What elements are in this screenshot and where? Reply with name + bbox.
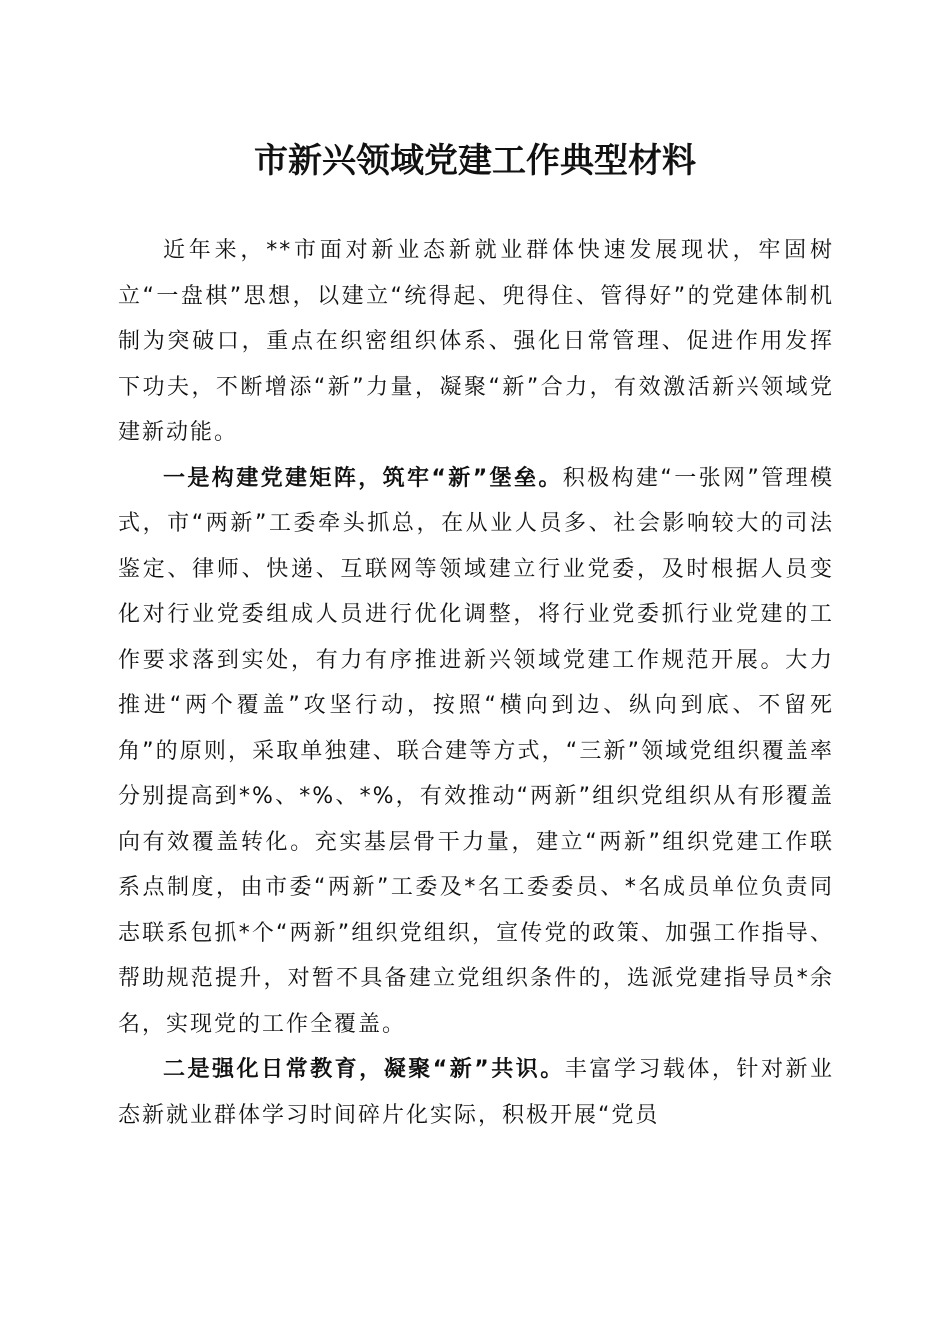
document-body <box>118 228 834 1138</box>
paragraph-lead: 一是构建党建矩阵，筑牢“新”堡垒。 <box>163 465 563 491</box>
paragraph-intro <box>118 228 834 456</box>
paragraph-text: 近年来，**市面对新业态新就业群体快速发展现状，牢固树立“一盘棋”思想，以建立“统得起、兜得住、管得好”的党建体制机制为突破口，重点在织密组织体系、强化日常管理、促进作用发挥下功夫，不断增添“新”力量，凝聚“新”合力，有效激活新兴领域党建新动能。 <box>118 238 834 445</box>
paragraph-section-one <box>118 456 834 1048</box>
paragraph-text: 丰富学习载体，针对新业态新就业群体学习时间碎片化实际，积极开展“党员 <box>118 1057 834 1128</box>
document-title: 市新兴领域党建工作典型材料 <box>254 141 696 181</box>
paragraph-section-two <box>118 1047 834 1138</box>
paragraph-lead: 二是强化日常教育，凝聚“新”共识。 <box>163 1057 565 1082</box>
paragraph-text: 积极构建“一张网”管理模式，市“两新”工委牵头抓总，在从业人员多、社会影响较大的司法鉴定、律师、快递、互联网等领域建立行业党委，及时根据人员变化对行业党委组成人员进行优化调整，将行业党委抓行业党建的工作要求落到实处，有力有序推进新兴领域党建工作规范开展。大力推进“两个覆盖”攻坚行动，按照“横向到边、纵向到底、不留死角”的原则，采取单独建、联合建等方式，“三新”领域党组织覆盖率分别提高到*%、*%、*%，有效推动“两新”组织党组织从有形覆盖向有效覆盖转化。充实基层骨干力量，建立“两新”组织党建工作联系点制度，由市委“两新”工委及*名工委委员、*名成员单位负责同志联系包抓*个“两新”组织党组织，宣传党的政策、加强工作指导、帮助规范提升，对暂不具备建立党组织条件的，选派党建指导员*余名，实现党的工作全覆盖。 <box>118 465 835 1037</box>
